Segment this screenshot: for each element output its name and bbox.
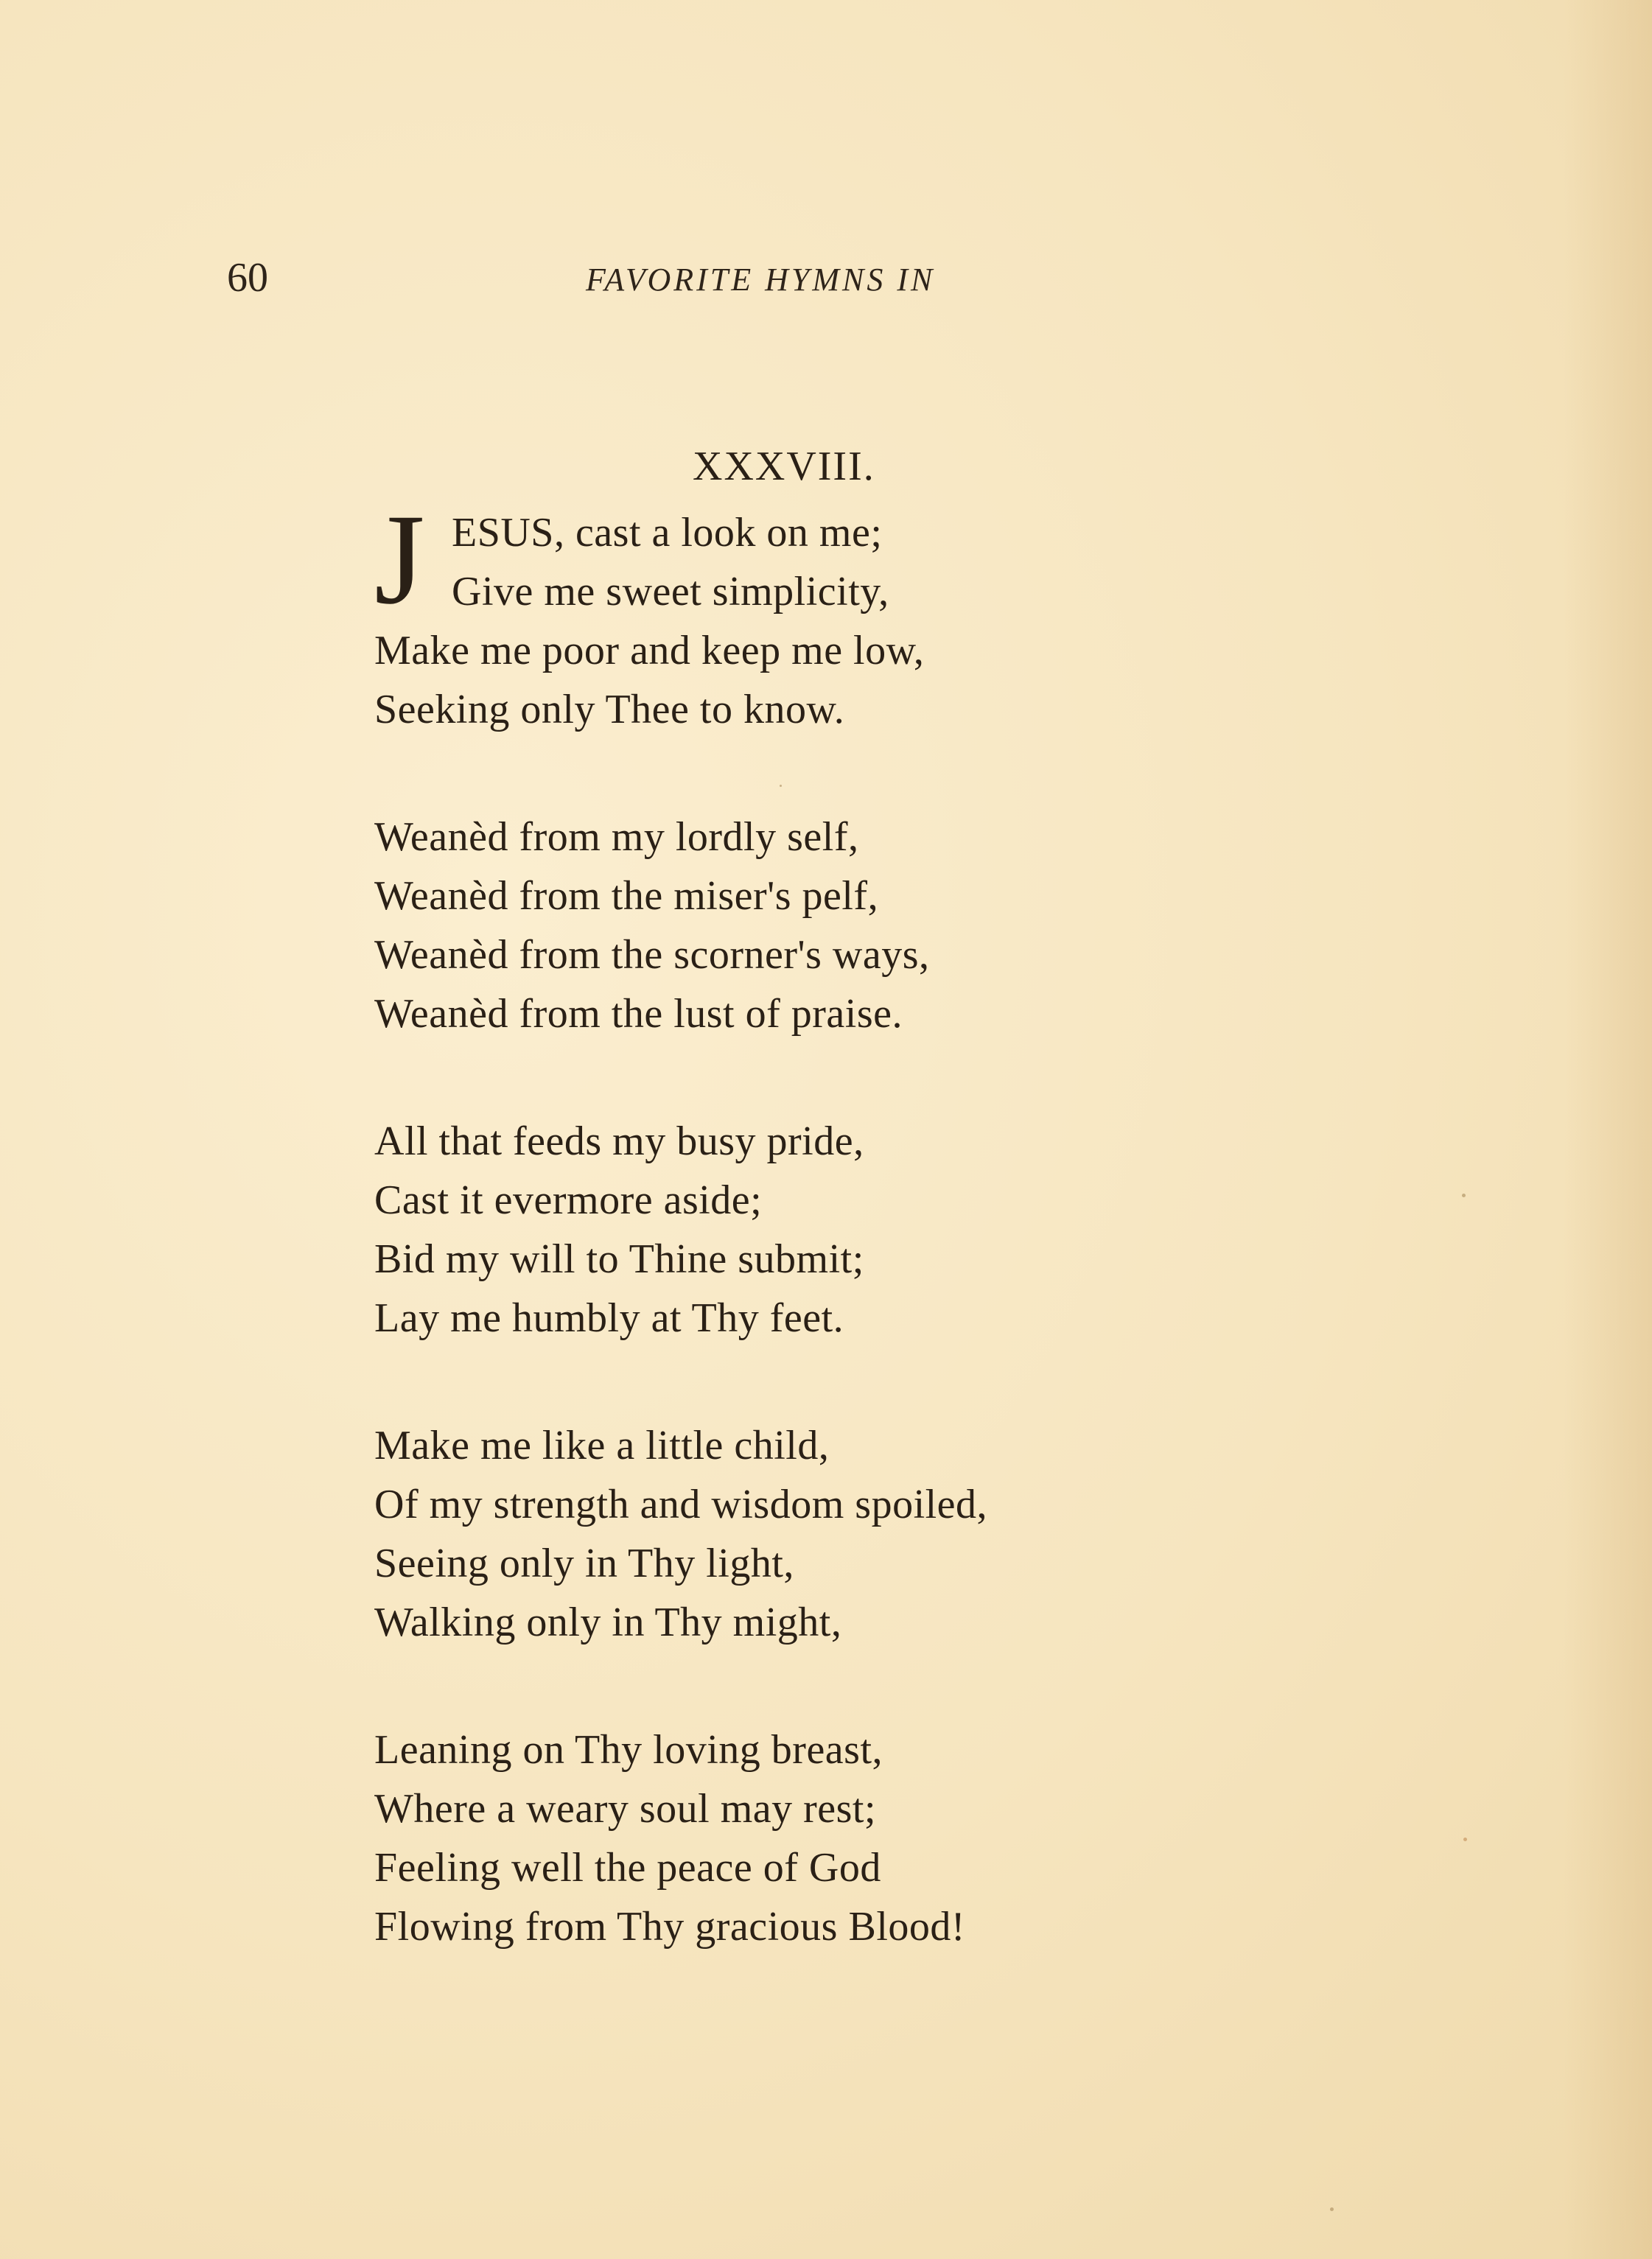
paper-speck bbox=[1462, 1194, 1466, 1197]
verse-line: Where a weary soul may rest; bbox=[374, 1786, 877, 1832]
verse-line: Flowing from Thy gracious Blood! bbox=[374, 1904, 966, 1950]
verse-line: ESUS, cast a look on me; bbox=[452, 510, 883, 556]
paper-speck bbox=[780, 785, 782, 787]
paper-speck bbox=[1463, 1838, 1467, 1841]
verse-line: Seeing only in Thy light, bbox=[374, 1541, 794, 1586]
verse-line: Weanèd from my lordly self, bbox=[374, 814, 859, 860]
stanza-5 bbox=[374, 1720, 1185, 1956]
drop-cap: J bbox=[374, 488, 425, 631]
stanza-2 bbox=[374, 808, 1185, 1043]
verse-line: All that feeds my busy pride, bbox=[374, 1118, 864, 1164]
hymn-number: XXXVIII. bbox=[693, 444, 875, 489]
verse-line: Weanèd from the scorner's ways, bbox=[374, 932, 930, 978]
stanza-1 bbox=[374, 488, 1185, 739]
hymn-text bbox=[374, 488, 1185, 1956]
verse-line: Make me poor and keep me low, bbox=[374, 628, 925, 673]
verse-line: Feeling well the peace of God bbox=[374, 1845, 881, 1891]
running-title: FAVORITE HYMNS IN bbox=[586, 262, 936, 298]
verse-line: Cast it evermore aside; bbox=[374, 1177, 763, 1223]
verse-line: Of my strength and wisdom spoiled, bbox=[374, 1482, 988, 1527]
verse-line: Lay me humbly at Thy feet. bbox=[374, 1295, 844, 1341]
page-number: 60 bbox=[227, 255, 268, 301]
verse-line: Give me sweet simplicity, bbox=[452, 569, 889, 614]
verse-line: Make me like a little child, bbox=[374, 1423, 830, 1468]
verse-line: Leaning on Thy loving breast, bbox=[374, 1727, 883, 1773]
verse-line: Weanèd from the miser's pelf, bbox=[374, 873, 879, 919]
stanza-3 bbox=[374, 1112, 1185, 1348]
verse-line: Weanèd from the lust of praise. bbox=[374, 991, 903, 1037]
verse-line: Bid my will to Thine submit; bbox=[374, 1236, 864, 1282]
stanza-4 bbox=[374, 1416, 1185, 1652]
paper-speck bbox=[1330, 2207, 1334, 2211]
verse-line: Walking only in Thy might, bbox=[374, 1600, 842, 1645]
verse-line: Seeking only Thee to know. bbox=[374, 687, 845, 732]
